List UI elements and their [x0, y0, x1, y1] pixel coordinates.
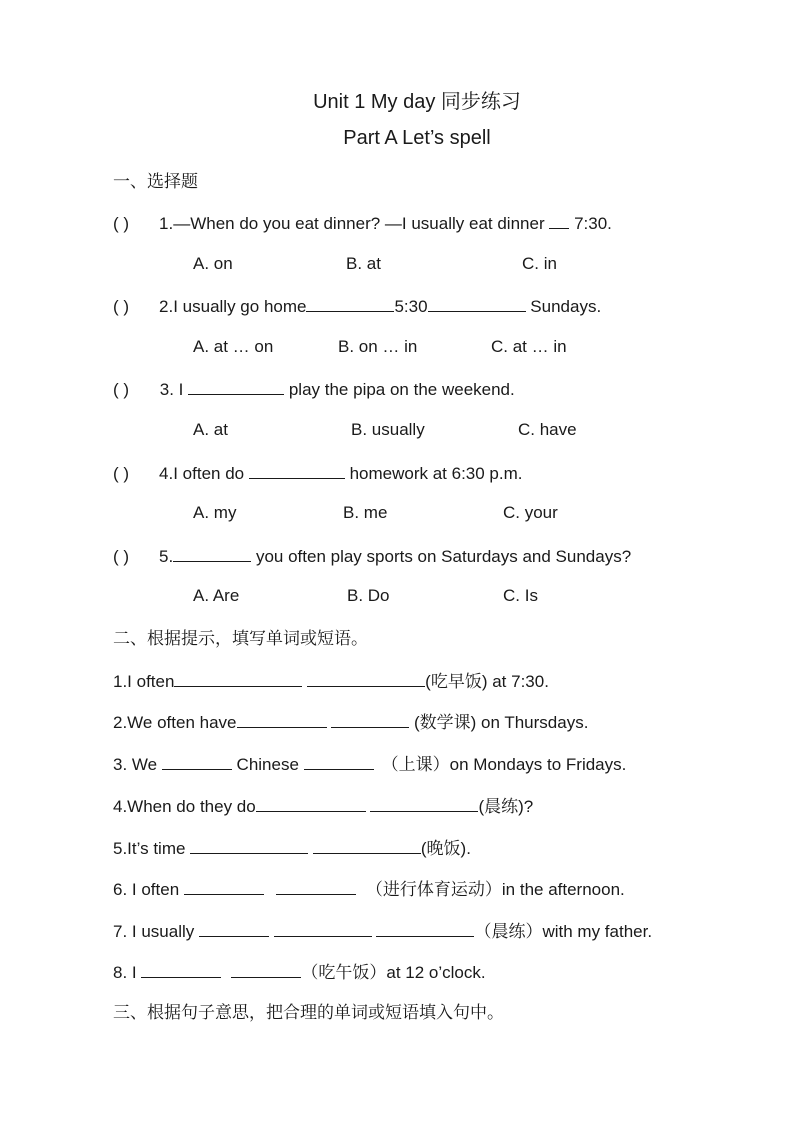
- option-b[interactable]: B. at: [346, 254, 381, 273]
- answer-blank[interactable]: [141, 961, 221, 978]
- option-a[interactable]: A. at … on: [193, 337, 274, 356]
- question-text: 2.I usually go home: [159, 297, 307, 316]
- item-text-end: on Thursdays.: [476, 713, 589, 732]
- option-c[interactable]: C. have: [518, 420, 577, 439]
- option-c[interactable]: C. in: [522, 254, 557, 273]
- hint-text: (晚饭): [420, 839, 467, 858]
- option-c[interactable]: C. at … in: [491, 337, 567, 356]
- answer-blank[interactable]: [199, 920, 269, 937]
- answer-blank[interactable]: [549, 212, 569, 229]
- answer-blank[interactable]: [376, 920, 474, 937]
- hint-text: （上课）: [381, 755, 450, 774]
- answer-blank[interactable]: [276, 878, 356, 895]
- option-b[interactable]: B. me: [343, 503, 388, 522]
- answer-paren[interactable]: ( ): [113, 297, 130, 316]
- worksheet-subtitle: Part A Let’s spell: [343, 127, 491, 149]
- item-text: 5.It’s time: [113, 839, 191, 858]
- hint-text: （吃午饭）: [301, 963, 387, 982]
- item-text-end: with my father.: [542, 922, 653, 941]
- answer-blank[interactable]: [304, 753, 374, 770]
- option-b[interactable]: B. on … in: [338, 337, 418, 356]
- question-1: [113, 212, 612, 235]
- answer-blank[interactable]: [184, 878, 264, 895]
- item-text: 2.We often have: [113, 713, 237, 732]
- worksheet-title: Unit 1 My day 同步练习: [313, 91, 521, 113]
- hint-text: (数学课): [409, 713, 477, 732]
- fill-item-4: [113, 795, 533, 818]
- answer-blank[interactable]: [307, 670, 425, 687]
- answer-blank[interactable]: [274, 920, 372, 937]
- question-5: [113, 545, 631, 568]
- question-3: [113, 378, 515, 401]
- answer-blank[interactable]: [231, 961, 301, 978]
- answer-blank[interactable]: [190, 837, 308, 854]
- answer-paren[interactable]: ( ): [113, 547, 130, 566]
- item-text-mid: Chinese: [231, 755, 304, 774]
- option-c[interactable]: C. Is: [503, 586, 538, 605]
- item-text-end: on Mondays to Fridays.: [449, 755, 627, 774]
- item-text: 7. I usually: [113, 922, 199, 941]
- question-2: [113, 295, 601, 318]
- answer-blank[interactable]: [428, 295, 526, 312]
- hint-text: (吃早饭): [425, 672, 488, 691]
- answer-blank[interactable]: [237, 711, 327, 728]
- fill-item-7: [113, 920, 652, 943]
- answer-blank[interactable]: [188, 378, 284, 395]
- section3-heading: 三、根据句子意思，把合理的单词或短语填入句中。: [113, 1003, 504, 1022]
- item-text-end: in the afternoon.: [501, 880, 625, 899]
- item-text: 4.When do they do: [113, 797, 256, 816]
- fill-item-3: [113, 753, 626, 776]
- item-text-end: .: [466, 839, 471, 858]
- option-a[interactable]: A. my: [193, 503, 237, 522]
- item-text: 8. I: [113, 963, 142, 982]
- answer-blank[interactable]: [331, 711, 409, 728]
- option-c[interactable]: C. your: [503, 503, 558, 522]
- fill-item-2: [113, 711, 588, 734]
- section1-heading: 一、选择题: [113, 172, 198, 191]
- fill-item-8: [113, 961, 486, 984]
- item-text-end: ?: [523, 797, 534, 816]
- question-text-end: 7:30.: [569, 214, 612, 233]
- question-text: 3. I: [155, 380, 189, 399]
- hint-text: (晨练): [478, 797, 524, 816]
- item-text-end: at 12 o’clock.: [386, 963, 486, 982]
- question-text-end: play the pipa on the weekend.: [284, 380, 515, 399]
- question-text-end: Sundays.: [525, 297, 602, 316]
- fill-item-6: [113, 878, 625, 901]
- answer-blank[interactable]: [249, 462, 345, 479]
- question-text-end: you often play sports on Saturdays and Sundays?: [251, 547, 632, 566]
- fill-item-1: [113, 670, 549, 693]
- answer-blank[interactable]: [174, 670, 302, 687]
- item-text-end: at 7:30.: [487, 672, 549, 691]
- hint-text: （晨练）: [474, 922, 543, 941]
- question-text: 5.: [159, 547, 174, 566]
- question-text-end: homework at 6:30 p.m.: [344, 464, 523, 483]
- answer-blank[interactable]: [173, 545, 251, 562]
- answer-blank[interactable]: [313, 837, 421, 854]
- hint-text: （进行体育运动）: [365, 880, 502, 899]
- section2-heading: 二、根据提示，填写单词或短语。: [113, 629, 368, 648]
- fill-item-5: [113, 837, 471, 860]
- question-text: 4.I often do: [159, 464, 249, 483]
- answer-paren[interactable]: ( ): [113, 464, 130, 483]
- option-a[interactable]: A. on: [193, 254, 233, 273]
- answer-blank[interactable]: [306, 295, 394, 312]
- answer-blank[interactable]: [256, 795, 366, 812]
- question-text: 1.—When do you eat dinner? —I usually eat dinner: [159, 214, 550, 233]
- answer-paren[interactable]: ( ): [113, 380, 130, 399]
- option-b[interactable]: B. Do: [347, 586, 390, 605]
- question-text-mid: 5:30: [394, 297, 428, 316]
- item-text: 1.I often: [113, 672, 175, 691]
- question-4: [113, 462, 522, 485]
- answer-paren[interactable]: ( ): [113, 214, 130, 233]
- answer-blank[interactable]: [370, 795, 478, 812]
- item-text: 6. I often: [113, 880, 184, 899]
- answer-blank[interactable]: [162, 753, 232, 770]
- option-a[interactable]: A. Are: [193, 586, 240, 605]
- option-b[interactable]: B. usually: [351, 420, 425, 439]
- option-a[interactable]: A. at: [193, 420, 228, 439]
- item-text: 3. We: [113, 755, 162, 774]
